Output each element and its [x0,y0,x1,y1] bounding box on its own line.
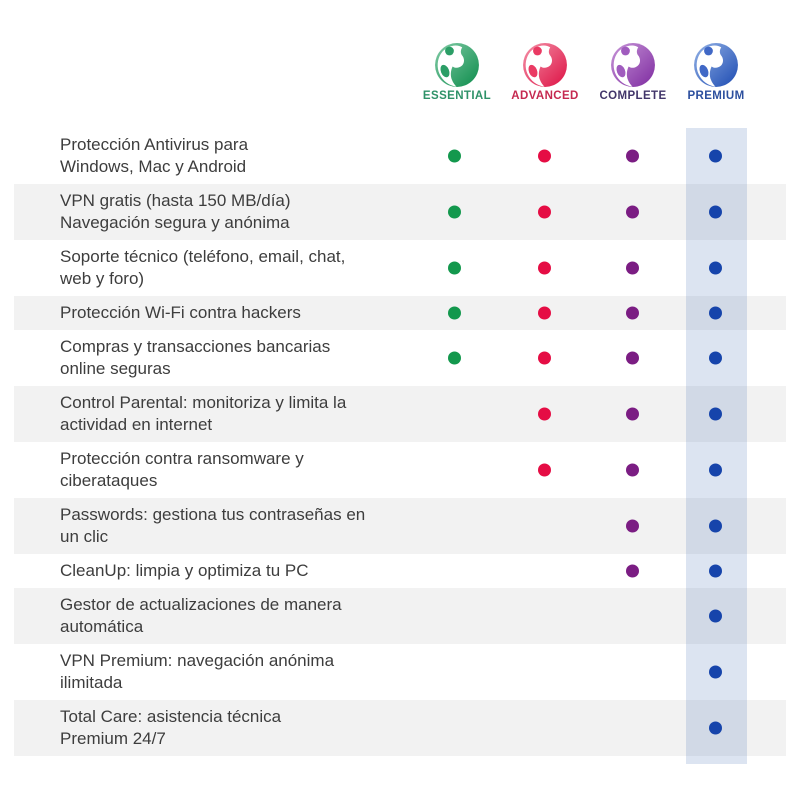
plan-label-essential: ESSENTIAL [422,90,492,102]
feature-table [0,128,800,764]
inclusion-dot-essential [448,307,461,320]
inclusion-dot-advanced [538,150,551,163]
inclusion-dot-advanced [538,262,551,275]
plan-label-premium: PREMIUM [687,90,745,102]
feature-row-wifi [14,296,786,330]
feature-row-passwords [14,498,786,554]
feature-row-compras [14,330,786,386]
inclusion-dot-essential [448,352,461,365]
panda-logo-premium [693,42,739,88]
plan-label-complete: COMPLETE [599,90,667,102]
feature-row-vpn-premium [14,644,786,700]
inclusion-dot-premium [709,722,722,735]
inclusion-dot-essential [448,150,461,163]
inclusion-dot-complete [626,262,639,275]
inclusion-dot-complete [626,408,639,421]
inclusion-dot-advanced [538,408,551,421]
inclusion-dot-complete [626,352,639,365]
plan-header-advanced [495,42,595,102]
inclusion-dot-premium [709,408,722,421]
feature-text: Control Parental: monitoriza y limita la actividad en internet [60,393,347,434]
plans-header [0,0,800,128]
inclusion-dot-premium [709,565,722,578]
inclusion-dot-complete [626,464,639,477]
inclusion-dot-complete [626,206,639,219]
plan-label-advanced: ADVANCED [511,90,579,102]
inclusion-dot-advanced [538,464,551,477]
plan-header-premium [666,42,766,102]
feature-text: VPN Premium: navegación anónima ilimitada [60,651,335,692]
inclusion-dot-premium [709,520,722,533]
feature-row-cleanup [14,554,786,588]
feature-text: Protección Antivirus para Windows, Mac y Android [60,135,249,176]
plan-header-essential [407,42,507,102]
feature-text: Gestor de actualizaciones de manera automática [60,595,342,636]
feature-text: Protección contra ransomware y ciberataques [60,449,304,490]
inclusion-dot-premium [709,150,722,163]
inclusion-dot-complete [626,150,639,163]
panda-logo-essential [434,42,480,88]
inclusion-dot-essential [448,206,461,219]
inclusion-dot-premium [709,206,722,219]
panda-logo-advanced [522,42,568,88]
feature-text: CleanUp: limpia y optimiza tu PC [60,561,309,580]
inclusion-dot-essential [448,262,461,275]
feature-text: Soporte técnico (teléfono, email, chat, web y foro) [60,247,346,288]
panda-logo-complete [610,42,656,88]
feature-text: Passwords: gestiona tus contraseñas en un clic [60,505,366,546]
feature-row-antivirus [14,128,786,184]
inclusion-dot-advanced [538,307,551,320]
feature-row-ransomware [14,442,786,498]
inclusion-dot-premium [709,610,722,623]
inclusion-dot-complete [626,520,639,533]
inclusion-dot-premium [709,262,722,275]
feature-text: Total Care: asistencia técnica Premium 24/7 [60,707,282,748]
feature-text: VPN gratis (hasta 150 MB/día) Navegación segura y anónima [60,191,291,232]
feature-row-soporte [14,240,786,296]
inclusion-dot-advanced [538,352,551,365]
inclusion-dot-premium [709,307,722,320]
inclusion-dot-advanced [538,206,551,219]
inclusion-dot-premium [709,352,722,365]
feature-row-vpn-gratis [14,184,786,240]
feature-text: Protección Wi-Fi contra hackers [60,303,301,322]
feature-row-control-parental [14,386,786,442]
inclusion-dot-complete [626,565,639,578]
inclusion-dot-complete [626,307,639,320]
inclusion-dot-premium [709,666,722,679]
inclusion-dot-premium [709,464,722,477]
feature-row-total-care [14,700,786,756]
feature-row-gestor-actualizaciones [14,588,786,644]
feature-text: Compras y transacciones bancarias online seguras [60,337,331,378]
